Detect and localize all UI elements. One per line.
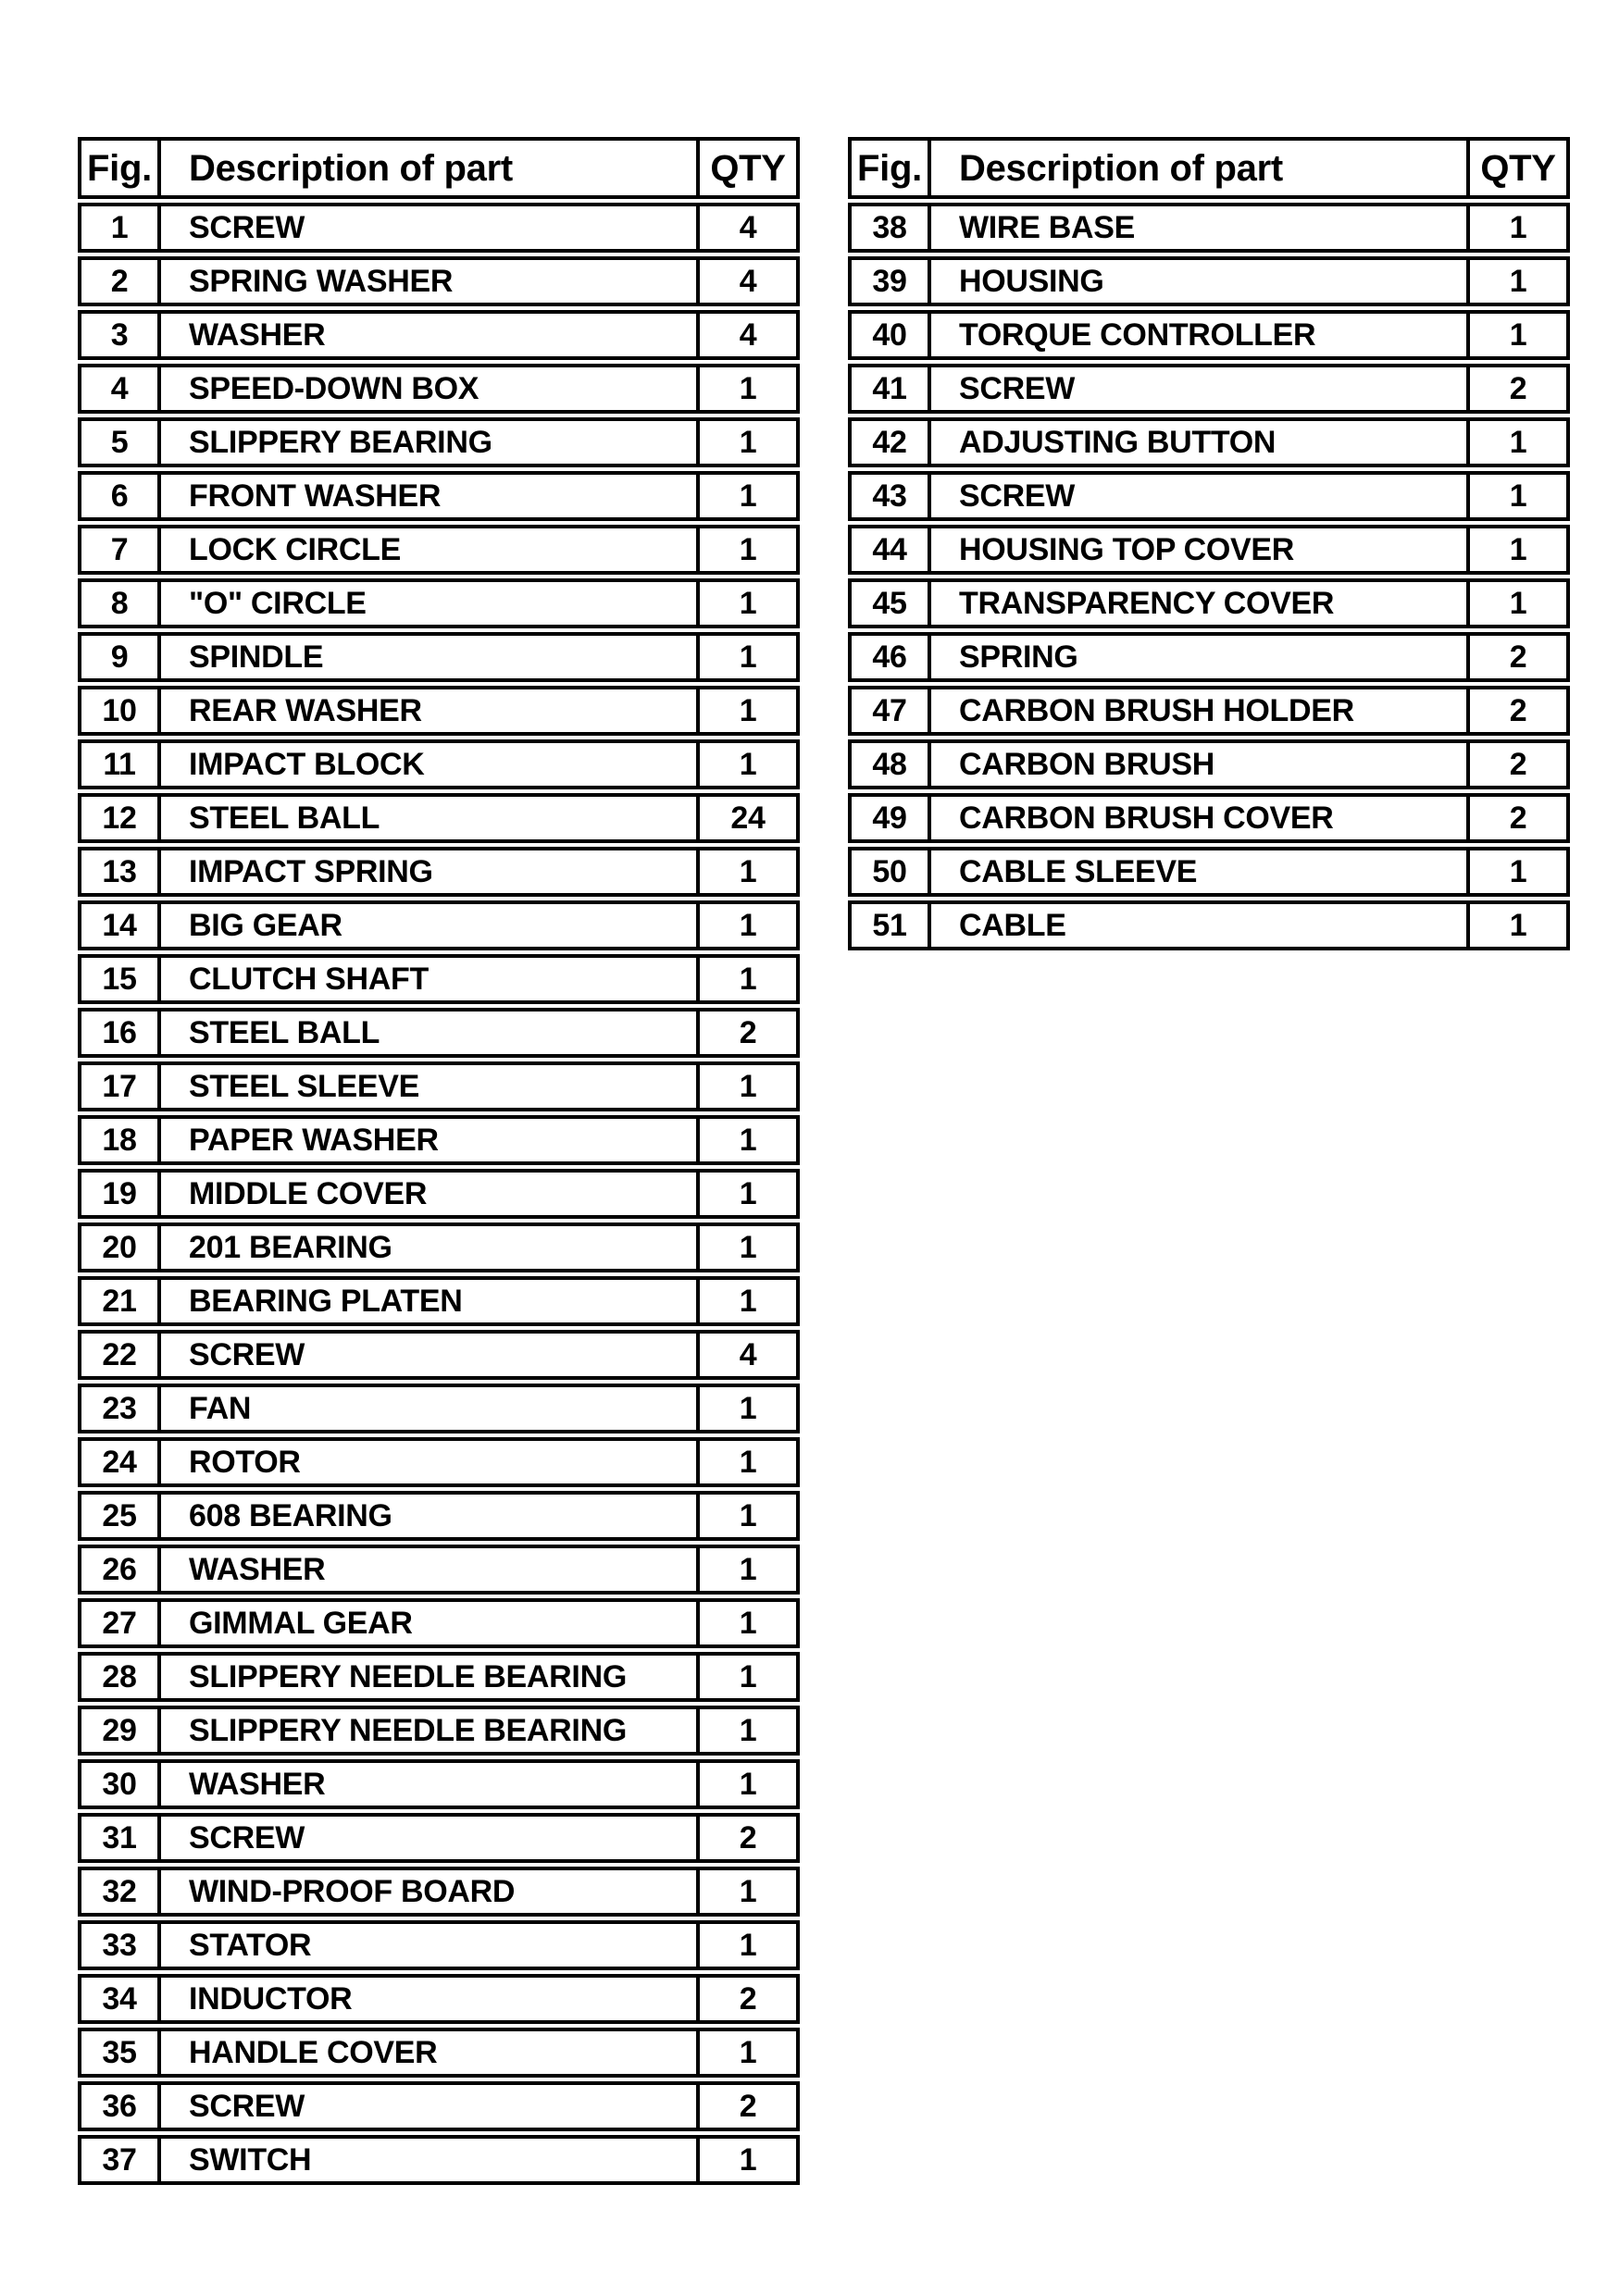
qty-cell: 1: [1509, 264, 1527, 299]
qty-cell: 4: [739, 264, 757, 299]
description-cell: SCREW: [161, 1817, 700, 1859]
fig-cell: 44: [852, 528, 931, 571]
qty-cell: 1: [739, 1284, 757, 1319]
fig-cell: 31: [81, 1817, 161, 1859]
fig-cell: 47: [852, 689, 931, 732]
description-cell: TRANSPARENCY COVER: [931, 582, 1470, 625]
qty-cell: 1: [739, 1767, 757, 1802]
table-row: [848, 471, 1570, 521]
qty-cell: 1: [739, 1069, 757, 1104]
description-cell: CABLE SLEEVE: [931, 850, 1470, 893]
table-body: [78, 203, 800, 2185]
qty-cell: 2: [1509, 693, 1527, 728]
table-body: [848, 203, 1570, 950]
table-row: [848, 256, 1570, 306]
fig-cell: 16: [81, 1011, 161, 1054]
fig-cell: 22: [81, 1334, 161, 1376]
qty-cell: 1: [739, 962, 757, 997]
fig-cell: 36: [81, 2085, 161, 2128]
qty-cell: 1: [739, 1659, 757, 1694]
parts-table-left: [78, 137, 800, 2189]
description-cell: "O" CIRCLE: [161, 582, 700, 625]
fig-cell: 49: [852, 797, 931, 839]
qty-cell: 1: [739, 639, 757, 675]
table-row: [78, 1974, 800, 2024]
table-row: [78, 1920, 800, 1970]
qty-cell: 2: [1509, 371, 1527, 406]
description-cell: ADJUSTING BUTTON: [931, 421, 1470, 464]
fig-cell: 25: [81, 1495, 161, 1537]
fig-cell: 27: [81, 1602, 161, 1644]
table-row: [848, 632, 1570, 682]
fig-cell: 12: [81, 797, 161, 839]
table-row: [78, 471, 800, 521]
table-row: [78, 417, 800, 467]
table-row: [78, 1008, 800, 1058]
table-row: [78, 256, 800, 306]
qty-cell: 2: [739, 1820, 757, 1855]
qty-cell: 2: [739, 2089, 757, 2124]
fig-cell: 9: [81, 636, 161, 678]
parts-table-right: [848, 137, 1570, 954]
table-row: [78, 310, 800, 360]
qty-cell: 1: [739, 2142, 757, 2178]
qty-cell: 2: [1509, 747, 1527, 782]
qty-cell: 4: [739, 317, 757, 353]
fig-cell: 18: [81, 1119, 161, 1161]
description-cell: STATOR: [161, 1924, 700, 1967]
fig-cell: 35: [81, 2031, 161, 2074]
fig-cell: 5: [81, 421, 161, 464]
fig-cell: 37: [81, 2139, 161, 2181]
fig-cell: 4: [81, 367, 161, 410]
table-row: [848, 203, 1570, 253]
qty-cell: 1: [739, 1552, 757, 1587]
description-cell: FAN: [161, 1387, 700, 1430]
description-cell: CARBON BRUSH: [931, 743, 1470, 786]
table-row: [78, 1384, 800, 1433]
qty-cell: 1: [739, 908, 757, 943]
description-cell: SPINDLE: [161, 636, 700, 678]
table-row: [78, 2081, 800, 2131]
qty-cell: 1: [739, 1123, 757, 1158]
qty-cell: 1: [1509, 425, 1527, 460]
description-cell: CLUTCH SHAFT: [161, 958, 700, 1000]
description-cell: INDUCTOR: [161, 1978, 700, 2020]
table-row: [78, 739, 800, 789]
fig-cell: 26: [81, 1548, 161, 1591]
fig-cell: 40: [852, 314, 931, 356]
qty-cell: 1: [739, 747, 757, 782]
description-cell: CARBON BRUSH HOLDER: [931, 689, 1470, 732]
description-cell: WASHER: [161, 1548, 700, 1591]
fig-cell: 23: [81, 1387, 161, 1430]
table-row: [78, 1867, 800, 1917]
description-cell: FRONT WASHER: [161, 475, 700, 517]
qty-cell: 1: [1509, 317, 1527, 353]
qty-cell: 1: [1509, 532, 1527, 567]
table-row: [78, 1437, 800, 1487]
qty-cell: 1: [739, 1606, 757, 1641]
qty-cell: 1: [739, 1176, 757, 1211]
fig-cell: 24: [81, 1441, 161, 1483]
table-row: [848, 310, 1570, 360]
description-cell: SCREW: [931, 475, 1470, 517]
qty-cell: 1: [1509, 854, 1527, 889]
fig-cell: 46: [852, 636, 931, 678]
fig-cell: 20: [81, 1226, 161, 1269]
table-row: [78, 1276, 800, 1326]
description-cell: SPRING: [931, 636, 1470, 678]
description-cell: 608 BEARING: [161, 1495, 700, 1537]
fig-cell: 43: [852, 475, 931, 517]
fig-cell: 2: [81, 260, 161, 303]
description-cell: IMPACT SPRING: [161, 850, 700, 893]
table-row: [848, 686, 1570, 736]
fig-cell: 45: [852, 582, 931, 625]
table-row: [78, 632, 800, 682]
table-row: [78, 793, 800, 843]
table-row: [78, 203, 800, 253]
description-cell: ROTOR: [161, 1441, 700, 1483]
description-cell: SLIPPERY BEARING: [161, 421, 700, 464]
table-row: [78, 578, 800, 628]
fig-cell: 34: [81, 1978, 161, 2020]
description-cell: WIND-PROOF BOARD: [161, 1870, 700, 1913]
description-column-header: Description of part: [931, 141, 1470, 195]
table-row: [848, 847, 1570, 897]
fig-cell: 11: [81, 743, 161, 786]
qty-cell: 1: [739, 532, 757, 567]
table-row: [78, 2135, 800, 2185]
description-cell: CABLE: [931, 904, 1470, 947]
fig-column-header: Fig.: [852, 141, 931, 195]
description-cell: CARBON BRUSH COVER: [931, 797, 1470, 839]
description-cell: REAR WASHER: [161, 689, 700, 732]
description-cell: SCREW: [161, 2085, 700, 2128]
table-header-row: [848, 137, 1570, 199]
table-row: [78, 364, 800, 414]
description-cell: SCREW: [161, 206, 700, 249]
fig-cell: 32: [81, 1870, 161, 1913]
qty-cell: 1: [739, 1230, 757, 1265]
fig-cell: 51: [852, 904, 931, 947]
description-cell: STEEL BALL: [161, 797, 700, 839]
table-row: [78, 1330, 800, 1380]
fig-cell: 38: [852, 206, 931, 249]
qty-cell: 1: [739, 1391, 757, 1426]
table-row: [848, 793, 1570, 843]
fig-cell: 21: [81, 1280, 161, 1322]
fig-cell: 1: [81, 206, 161, 249]
table-row: [848, 525, 1570, 575]
qty-cell: 2: [1509, 639, 1527, 675]
fig-cell: 3: [81, 314, 161, 356]
qty-cell: 2: [1509, 800, 1527, 836]
table-row: [848, 364, 1570, 414]
fig-cell: 6: [81, 475, 161, 517]
description-cell: BIG GEAR: [161, 904, 700, 947]
fig-cell: 29: [81, 1709, 161, 1752]
description-cell: GIMMAL GEAR: [161, 1602, 700, 1644]
qty-column-header: QTY: [1480, 147, 1556, 189]
table-row: [78, 2028, 800, 2078]
fig-cell: 50: [852, 850, 931, 893]
description-cell: SCREW: [161, 1334, 700, 1376]
description-cell: SPEED-DOWN BOX: [161, 367, 700, 410]
description-cell: TORQUE CONTROLLER: [931, 314, 1470, 356]
qty-cell: 1: [739, 1874, 757, 1909]
qty-cell: 1: [1509, 210, 1527, 245]
qty-cell: 24: [730, 800, 766, 836]
fig-cell: 30: [81, 1763, 161, 1806]
qty-cell: 1: [739, 586, 757, 621]
fig-cell: 10: [81, 689, 161, 732]
qty-cell: 1: [1509, 586, 1527, 621]
fig-cell: 15: [81, 958, 161, 1000]
description-cell: BEARING PLATEN: [161, 1280, 700, 1322]
description-cell: PAPER WASHER: [161, 1119, 700, 1161]
qty-column-header: QTY: [710, 147, 786, 189]
description-cell: HOUSING: [931, 260, 1470, 303]
table-row: [78, 1706, 800, 1756]
qty-cell: 1: [739, 693, 757, 728]
fig-cell: 13: [81, 850, 161, 893]
description-column-header: Description of part: [161, 141, 700, 195]
qty-cell: 1: [739, 1498, 757, 1533]
qty-cell: 1: [1509, 908, 1527, 943]
qty-cell: 2: [739, 1981, 757, 2017]
fig-cell: 33: [81, 1924, 161, 1967]
table-row: [78, 1759, 800, 1809]
fig-cell: 39: [852, 260, 931, 303]
description-cell: HANDLE COVER: [161, 2031, 700, 2074]
fig-cell: 28: [81, 1656, 161, 1698]
description-cell: SCREW: [931, 367, 1470, 410]
table-header-row: [78, 137, 800, 199]
qty-cell: 2: [739, 1015, 757, 1050]
table-row: [78, 1222, 800, 1272]
table-row: [848, 578, 1570, 628]
table-row: [78, 847, 800, 897]
description-cell: SLIPPERY NEEDLE BEARING: [161, 1709, 700, 1752]
description-cell: WASHER: [161, 314, 700, 356]
qty-cell: 1: [739, 1445, 757, 1480]
table-row: [78, 1061, 800, 1111]
table-row: [78, 1115, 800, 1165]
fig-cell: 48: [852, 743, 931, 786]
fig-cell: 17: [81, 1065, 161, 1108]
table-row: [78, 954, 800, 1004]
fig-cell: 41: [852, 367, 931, 410]
fig-cell: 8: [81, 582, 161, 625]
qty-cell: 1: [739, 1713, 757, 1748]
table-row: [78, 1652, 800, 1702]
description-cell: STEEL BALL: [161, 1011, 700, 1054]
description-cell: WASHER: [161, 1763, 700, 1806]
description-cell: SPRING WASHER: [161, 260, 700, 303]
qty-cell: 4: [739, 1337, 757, 1372]
qty-cell: 1: [739, 371, 757, 406]
table-row: [848, 417, 1570, 467]
qty-cell: 4: [739, 210, 757, 245]
description-cell: SWITCH: [161, 2139, 700, 2181]
description-cell: HOUSING TOP COVER: [931, 528, 1470, 571]
table-row: [848, 900, 1570, 950]
qty-cell: 1: [1509, 478, 1527, 514]
table-row: [78, 686, 800, 736]
description-cell: MIDDLE COVER: [161, 1173, 700, 1215]
fig-cell: 19: [81, 1173, 161, 1215]
description-cell: IMPACT BLOCK: [161, 743, 700, 786]
table-row: [78, 1813, 800, 1863]
description-cell: STEEL SLEEVE: [161, 1065, 700, 1108]
description-cell: WIRE BASE: [931, 206, 1470, 249]
qty-cell: 1: [739, 425, 757, 460]
qty-cell: 1: [739, 2035, 757, 2070]
table-row: [78, 525, 800, 575]
qty-cell: 1: [739, 478, 757, 514]
fig-column-header: Fig.: [81, 141, 161, 195]
table-row: [78, 1598, 800, 1648]
table-row: [78, 900, 800, 950]
qty-cell: 1: [739, 1928, 757, 1963]
fig-cell: 14: [81, 904, 161, 947]
description-cell: LOCK CIRCLE: [161, 528, 700, 571]
description-cell: SLIPPERY NEEDLE BEARING: [161, 1656, 700, 1698]
table-row: [78, 1169, 800, 1219]
table-row: [848, 739, 1570, 789]
description-cell: 201 BEARING: [161, 1226, 700, 1269]
fig-cell: 7: [81, 528, 161, 571]
qty-cell: 1: [739, 854, 757, 889]
fig-cell: 42: [852, 421, 931, 464]
table-row: [78, 1491, 800, 1541]
table-row: [78, 1545, 800, 1595]
